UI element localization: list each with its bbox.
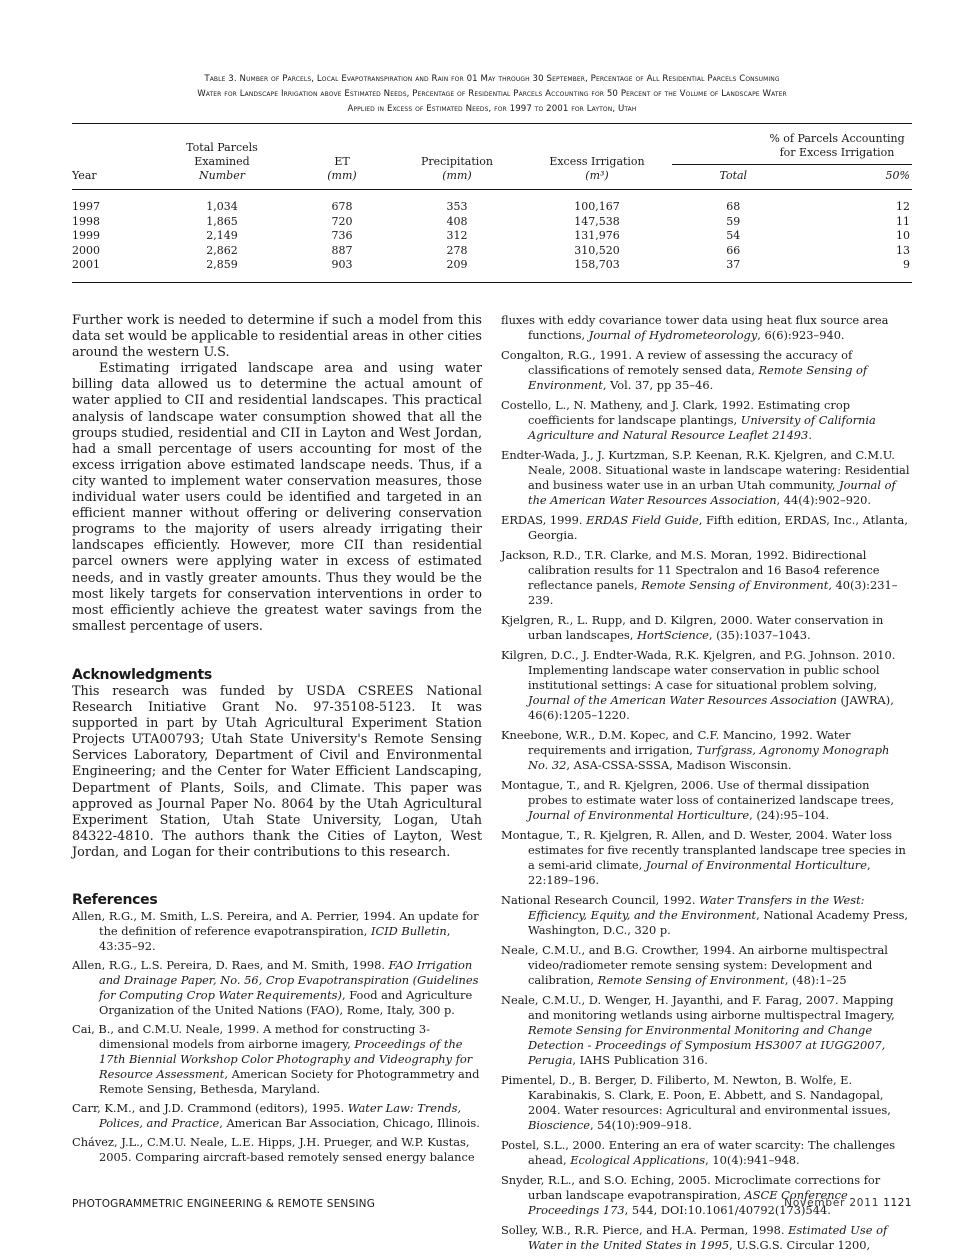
cell-excess: 147,538	[574, 214, 620, 228]
text-span: and residential landscapes. This practical analysis of landscape water consumption showed that all the groups studied, residential and	[72, 393, 482, 441]
text-span: Solley, W.B., R.R. Pierce, and H.A. Perman, 1998.	[501, 1223, 789, 1237]
ref-title: University of California Agriculture and Natural Resource Leaflet 21493	[528, 413, 876, 442]
text-span: Costello, L., N. Matheny, and J. Clark, 1992. Estimating crop coefficients for landscape plantings,	[501, 398, 850, 427]
text-span: National Research Initiative Grant No. 97-35108-5123. It was supported in part by Utah Agricultural Experiment Station Projects UTA00793; Utah State University's Remote Sensing Services Laboratory, Department of Civil and Environmental Engineering; and the Center for Water Efficient Landscaping, Department of Plants, Soils, and Climate. This paper was approved as Journal Paper No. 8064 by the Utah Agricultural Experiment Station, Utah State University, Logan, Utah 84322-4810. The authors thank the Cities of Layton, West Jordan, and Logan for their contributions to this research.	[72, 683, 482, 860]
reference-item	[501, 548, 911, 608]
text-span: Kneebone, W.R., D.M. Kopec, and C.F. Mancino, 1992. Water requirements and irrigation,	[501, 728, 851, 757]
text-span: Chávez, J.L., C.M.U. Neale, L.E. Hipps, J.H. Prueger, and W.P. Kustas, 2005. Comparing aircraft-based remotely sensed energy balance	[72, 1135, 475, 1165]
col-header-fifty: 50%	[795, 165, 912, 190]
text-span: , 6(6):923–940.	[757, 328, 845, 342]
text-span: Jackson, R.D., T.R. Clarke, and M.S. Moran, 1992. Bidirectional calibration results for 11 Spectralon and 16 Baso4 reference reflectance panels,	[501, 548, 880, 592]
cell-fifty: 10	[896, 229, 910, 242]
ref-title: Journal of the American Water Resources Association	[528, 478, 896, 507]
cell-year: 1998	[72, 214, 100, 228]
cell-fifty: 13	[896, 243, 910, 257]
text-span: in Layton and West Jordan, had a small percentage of users accounting for most of the excess irrigation above estimated landscape needs. Thus, if a city wanted to implement water conservation measures, those individual water users could be identified and targeted in an efficient manner without offering or delivering conservation programs to the majority of users already irrigating their landscapes efficiently. However, more	[72, 425, 483, 554]
table-row	[72, 229, 912, 244]
caption-line: Applied in Excess of Estimated Needs, for 1997 to 2001 for Layton, Utah	[347, 104, 637, 114]
ref-title: Water Law: Trends, Polices, and Practice	[99, 1101, 462, 1131]
reference-item	[501, 313, 911, 343]
caption-line: Water for Landscape Irrigation above Estimated Needs, Percentage of Residential Parcels Accounting for 50 Percent of the Volume of Landscape Water	[197, 89, 787, 99]
text-span: Snyder, R.L., and S.O. Eching, 2005. Microclimate corrections for urban landscape evapotranspiration,	[501, 1173, 881, 1202]
reference-item	[501, 778, 911, 823]
col-header-et-unit: (mm)	[327, 169, 357, 182]
text-span: Estimating irrigated landscape area and using water billing data allowed us to determine the actual amount of water applied to	[72, 361, 482, 409]
body-paragraph-2	[72, 361, 482, 635]
ref-title: HortScience	[637, 628, 709, 642]
reference-item	[501, 828, 911, 888]
text-span: , Vol. 37, pp 35–46.	[602, 378, 714, 392]
left-column	[72, 313, 482, 1169]
text-span: , Food and Agriculture Organization of the United Nations (FAO), Rome, Italy, 300 p.	[99, 988, 473, 1018]
col-header-excess-unit: (m³)	[585, 169, 609, 182]
cell-total: 37	[726, 258, 741, 271]
cell-et: 887	[331, 243, 353, 257]
cell-excess: 131,976	[574, 229, 620, 242]
ref-title: Ecological Applications	[570, 1153, 706, 1167]
text-span: , (35):1037–1043.	[708, 628, 811, 642]
reference-item	[501, 348, 911, 393]
acknowledgments-heading: Acknowledgments	[72, 666, 212, 683]
cell-total: 68	[726, 200, 741, 213]
ref-title: ICID Bulletin	[370, 924, 447, 939]
reference-item	[501, 1173, 911, 1218]
text-span: Cai, B., and C.M.U. Neale, 1999. A method for constructing 3-dimensional models from airborne imagery,	[72, 1022, 430, 1052]
ref-title: ASCE Conference Proceedings 173	[528, 1188, 848, 1217]
text-span: , (24):95–104.	[749, 808, 830, 822]
text-span: , (48):1–25	[784, 973, 847, 987]
reference-item	[501, 648, 911, 723]
text-span: Congalton, R.G., 1991. A review of assessing the accuracy of classifications of remotely sensed data,	[501, 348, 853, 377]
reference-item	[501, 448, 911, 508]
ref-title: ERDAS Field Guide	[586, 513, 699, 527]
reference-item	[501, 993, 911, 1068]
text-span: , 544, DOI:10.1061/40792(173)544.	[624, 1203, 831, 1217]
cell-total: 54	[726, 229, 741, 242]
footer-journal: PHOTOGRAMMETRIC ENGINEERING & REMOTE SENSING	[72, 1198, 376, 1210]
text-span: National Research Council, 1992.	[501, 893, 700, 907]
text-span: , Fifth edition, ERDAS, Inc., Atlanta, Georgia.	[528, 513, 908, 542]
reference-item	[72, 1101, 482, 1131]
text-span: , American Society for Photogrammetry and Remote Sensing, Bethesda, Maryland.	[99, 1067, 480, 1097]
right-column	[501, 313, 911, 1258]
text-span: Neale, C.M.U., D. Wenger, H. Jayanthi, and F. Farag, 2007. Mapping and monitoring wetlands using airborne multispectral Imagery,	[501, 993, 895, 1022]
text-span: , 40(3):231–239.	[528, 578, 898, 607]
ref-title: Journal of Environmental Horticulture	[645, 858, 867, 872]
text-span: , ASA-CSSA-SSSA, Madison Wisconsin.	[566, 758, 792, 772]
references-heading: References	[72, 892, 158, 908]
body-paragraph-1: Further work is needed to determine if such a model from this data set would be applicable to residential areas in other cities around the western U.S.	[72, 313, 482, 361]
reference-item	[501, 513, 911, 543]
cell-precip: 278	[446, 243, 468, 257]
cell-excess: 100,167	[574, 200, 620, 213]
reference-item	[501, 728, 911, 773]
ref-title: Proceedings of the 17th Biennial Workshop Color Photography and Videography for Resource Assessment	[99, 1037, 473, 1082]
table-caption	[72, 72, 912, 117]
cell-parcels: 1,034	[206, 200, 238, 213]
col-header-parcels-label: Total Parcels Examined	[186, 141, 258, 168]
text-span: , American Bar Association, Chicago, Illinois.	[219, 1116, 480, 1131]
table-row	[72, 215, 912, 230]
cell-precip: 209	[446, 258, 468, 271]
text-span: , IAHS Publication 316.	[572, 1053, 708, 1067]
cell-et: 736	[331, 229, 353, 242]
col-header-pct-label: % of Parcels Accounting for Excess Irrigation	[769, 132, 905, 159]
col-header-et	[292, 124, 392, 190]
col-header-excess-label: Excess Irrigation	[549, 155, 645, 168]
col-header-precip	[392, 124, 522, 190]
abbrev-cii: CII	[344, 538, 364, 554]
text-span: ERDAS, 1999.	[501, 513, 587, 527]
ref-title: Water Transfers in the West: Efficiency, Equity, and the Environment	[528, 893, 865, 922]
table-row	[72, 258, 912, 282]
ref-title: Journal of the American Water Resources Association	[528, 693, 837, 707]
cell-precip: 312	[446, 229, 468, 242]
text-span: , 54(10):909–918.	[589, 1118, 692, 1132]
table-row	[72, 190, 912, 215]
ref-title: FAO Irrigation and Drainage Paper, No. 56, Crop Evapotranspiration (Guidelines for Computing Crop Water Requirements)	[99, 958, 479, 1003]
cell-total: 66	[726, 243, 741, 257]
ref-title: Remote Sensing of Environment	[597, 973, 785, 987]
text-span: , 22:189–196.	[528, 858, 871, 887]
col-header-precip-label: Precipitation	[420, 155, 494, 168]
text-span: (JAWRA), 46(6):1205–1220.	[528, 693, 894, 722]
col-header-parcels	[152, 124, 292, 190]
cell-parcels: 2,862	[206, 243, 238, 257]
ref-title: Remote Sensing for Environmental Monitoring and Change Detection - Proceedings of Symposium HS3007 at IUGG2007, Perugia	[528, 1023, 886, 1067]
reference-item	[72, 909, 482, 954]
text-span: , National Academy Press, Washington, D.C., 320 p.	[528, 908, 909, 937]
reference-item	[72, 1022, 482, 1097]
cell-fifty: 11	[896, 214, 910, 228]
text-span: , 10(4):941–948.	[705, 1153, 800, 1167]
table-row	[72, 244, 912, 259]
col-header-et-label: ET	[334, 155, 350, 168]
reference-item	[72, 958, 482, 1018]
data-table	[72, 123, 912, 283]
ref-title: Estimated Use of Water in the United States in 1995	[528, 1223, 888, 1252]
text-span: than residential parcel owners were applying water in excess of estimated needs, and in vastly greater amounts. Thus they would be the most likely targets for conservation interventions in order to most efficiently achieve the greatest water savings from the smallest percentage of users.	[72, 538, 482, 634]
reference-item	[501, 398, 911, 443]
footer-date: November 2011	[784, 1197, 880, 1209]
reference-item	[501, 1073, 911, 1133]
cell-excess: 158,703	[574, 258, 620, 271]
caption-line: Table 3. Number of Parcels, Local Evapotranspiration and Rain for 01 May through 30 September, Percentage of All Residential Parcels Consuming	[204, 74, 780, 84]
text-span: Kjelgren, R., L. Rupp, and D. Kilgren, 2000. Water conservation in urban landscapes,	[501, 613, 884, 642]
acknowledgments-text	[72, 684, 482, 861]
cell-fifty: 9	[903, 258, 910, 271]
ref-title: Remote Sensing of Environment	[528, 363, 868, 392]
col-header-pct	[672, 124, 912, 165]
col-header-parcels-unit: Number	[199, 169, 245, 182]
cell-precip: 408	[446, 214, 468, 228]
text-span: Montague, T., R. Kjelgren, R. Allen, and D. Wester, 2004. Water loss estimates for five recently transplanted landscape tree species in a semi-arid climate,	[501, 828, 906, 872]
ref-title: Bioscience	[528, 1118, 590, 1132]
cell-et: 720	[331, 214, 353, 228]
text-span: Allen, R.G., M. Smith, L.S. Pereira, and A. Perrier, 1994. An update for the definition of reference evapotranspiration,	[72, 909, 479, 939]
cell-total: 59	[726, 214, 741, 228]
reference-item	[72, 1135, 482, 1165]
abbrev-cii: CII	[280, 425, 301, 441]
cell-et: 903	[331, 258, 353, 271]
abbrev-cii: CII	[184, 393, 205, 409]
reference-item	[501, 943, 911, 988]
footer-page-number: 1121	[883, 1197, 912, 1209]
text-span: This research was funded by	[72, 683, 307, 699]
cell-year: 1999	[72, 229, 100, 242]
text-span: Pimentel, D., B. Berger, D. Filiberto, M. Newton, B. Wolfe, E. Karabinakis, S. Clark, E. Poon, E. Abbett, and S. Nandagopal, 2004. Water resources: Agricultural and environmental issues,	[501, 1073, 891, 1117]
cell-parcels: 2,149	[206, 229, 238, 242]
cell-excess: 310,520	[574, 243, 620, 257]
cell-year: 2001	[72, 258, 100, 271]
footer-date-page	[784, 1197, 912, 1209]
reference-item	[501, 1138, 911, 1168]
text-span: Allen, R.G., L.S. Pereira, D. Raes, and M. Smith, 1998.	[72, 958, 389, 973]
cell-parcels: 2,859	[206, 258, 238, 271]
cell-year: 2000	[72, 243, 100, 257]
reference-item	[501, 893, 911, 938]
cell-precip: 353	[446, 200, 468, 213]
cell-year: 1997	[72, 200, 100, 213]
abbrev-agency: USDA CSREES	[306, 683, 414, 699]
col-header-year: Year	[72, 124, 152, 190]
col-header-excess	[522, 124, 672, 190]
text-span: Kilgren, D.C., J. Endter-Wada, R.K. Kjelgren, and P.G. Johnson. 2010. Implementing landscape water conservation in public school institutional settings: A case for situational problem solving,	[501, 648, 896, 692]
cell-et: 678	[331, 200, 353, 213]
col-header-precip-unit: (mm)	[442, 169, 472, 182]
cell-parcels: 1,865	[206, 214, 238, 228]
text-span: Postel, S.L., 2000. Entering an era of water scarcity: The challenges ahead,	[501, 1138, 896, 1167]
text-span: Endter-Wada, J., J. Kurtzman, S.P. Keenan, R.K. Kjelgren, and C.M.U. Neale, 2008. Situational waste in landscape watering: Residential and business water use in an urban Utah community,	[501, 448, 910, 492]
reference-item	[501, 613, 911, 643]
text-span: Carr, K.M., and J.D. Crammond (editors), 1995.	[72, 1101, 348, 1116]
cell-fifty: 12	[896, 200, 910, 213]
reference-item	[501, 1223, 911, 1253]
text-span: , 44(4):902–920.	[776, 493, 872, 507]
text-span: Neale, C.M.U., and B.G. Crowther, 1994. An airborne multispectral video/radiometer remote sensing system: Development and calibration,	[501, 943, 888, 987]
ref-title: Turfgrass, Agronomy Monograph No. 32	[528, 743, 890, 772]
ref-title: Journal of Hydrometeorology	[588, 328, 758, 342]
ref-title: Journal of Environmental Horticulture	[528, 808, 750, 822]
ref-title: Remote Sensing of Environment	[641, 578, 829, 592]
col-header-total: Total	[672, 165, 795, 190]
text-span: , 43:35–92.	[99, 924, 451, 954]
text-span: .	[808, 428, 812, 442]
text-span: , U.S.G.S. Circular 1200,	[729, 1238, 871, 1252]
text-span: Montague, T., and R. Kjelgren, 2006. Use of thermal dissipation probes to estimate water loss of containerized landscape trees,	[501, 778, 895, 807]
text-span: fluxes with eddy covariance tower data using heat flux source area functions,	[501, 313, 889, 342]
